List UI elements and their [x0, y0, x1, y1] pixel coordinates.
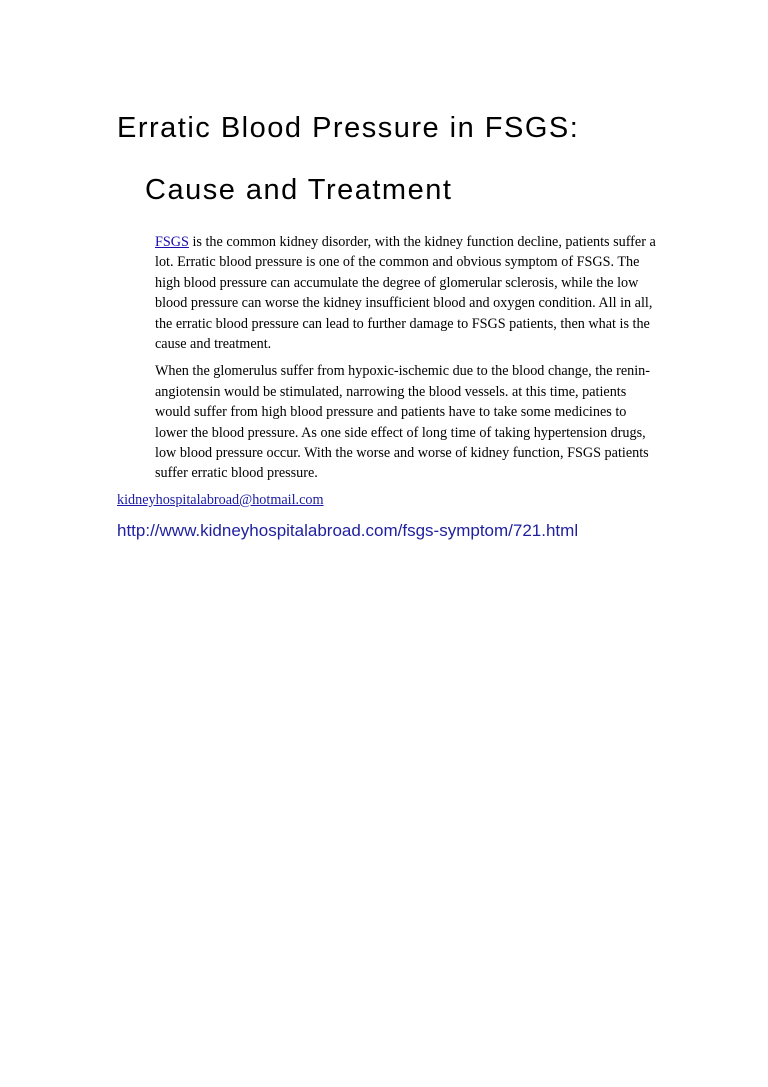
page-title-line-2: Cause and Treatment	[145, 174, 453, 206]
email-link[interactable]: kidneyhospitalabroad@hotmail.com	[117, 492, 324, 508]
paragraph-1-text: is the common kidney disorder, with the kidney function decline, patients suffer a lot. Erratic blood pressure is one of the common and obvious symptom of FSGS. The high blood pressure can accumulate the degree of glomerular sclerosis, while the low blood pressure can worse the kidney insufficient blood and oxygen condition. All in all, the erratic blood pressure can lead to further damage to FSGS patients, then what is the cause and treatment.	[155, 234, 656, 353]
page-title-line-1: Erratic Blood Pressure in FSGS:	[117, 112, 580, 144]
paragraph-1	[155, 232, 660, 354]
source-url[interactable]: http://www.kidneyhospitalabroad.com/fsgs-symptom/721.html	[117, 521, 579, 540]
fsgs-link[interactable]: FSGS	[155, 234, 189, 250]
paragraph-2: When the glomerulus suffer from hypoxic-ischemic due to the blood change, the renin- angiotensin would be stimulated, narrowing the blood vessels. at this time, patients would suffer from high blood pressure and patients have to take some medicines to lower the blood pressure. As one side effect of long time of taking hypertension drugs, low blood pressure occur. With the worse and worse of kidney function, FSGS patients suffer erratic blood pressure.	[155, 363, 650, 482]
article-body	[155, 232, 660, 484]
